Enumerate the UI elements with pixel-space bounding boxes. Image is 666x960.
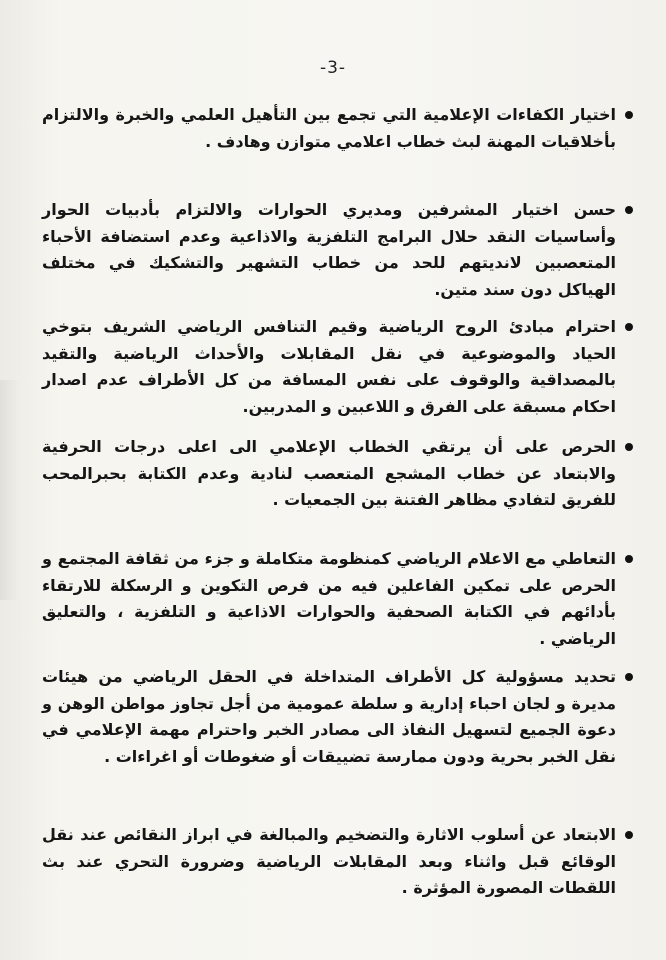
bullet-icon [616,102,642,128]
list-item-text: اختيار الكفاءات الإعلامية التي تجمع بين التأهيل العلمي والخبرة والالتزام بأخلاقيات المهنة لبث خطاب اعلامي متوازن وهادف . [42,105,616,151]
bullet-icon [616,434,642,460]
list-item-text: احترام مبادئ الروح الرياضية وقيم التنافس الرياضي الشريف بتوخي الحياد والموضوعية في نقل المقابلات والأحداث الرياضية والتقيد بالمصداقية والوقوف على نفس المسافة من كل الأطراف عدم اصدار احكام مسبقة على الفرق و اللاعبين و المدربين. [42,317,616,416]
list-item [42,546,642,652]
bullet-icon [616,546,642,572]
page-number: -3- [319,58,347,78]
bullet-icon [616,664,642,690]
list-item-text: تحديد مسؤولية كل الأطراف المتداخلة في الحقل الرياضي من هيئات مديرة و لجان احباء إدارية و سلطة عمومية من أجل تجاوز مواطن الوهن و دعوة الجميع لتسهيل النفاذ الى مصادر الخبر واحترام مهمة الإعلامي في نقل الخبر بحرية ودون ممارسة تضييقات أو ضغوطات أو اغراءات . [42,667,616,766]
list-item [42,664,642,770]
list-item-text: الابتعاد عن أسلوب الاثارة والتضخيم والمبالغة في ابراز النقائص عند نقل الوقائع قبل واثناء وبعد المقابلات الرياضية وضرورة التحري عند بث اللقطات المصورة المؤثرة . [42,825,616,897]
list-item-text: الحرص على أن يرتقي الخطاب الإعلامي الى اعلى درجات الحرفية والابتعاد عن خطاب المشجع المتعصب لنادية وعدم الكتابة بحبرالمحب للفريق لتفادي مظاهر الفتنة بين الجمعيات . [42,437,616,509]
list-item [42,822,642,902]
list-item [42,434,642,514]
bullet-icon [616,314,642,340]
list-item [42,197,642,303]
list-item-text: التعاطي مع الاعلام الرياضي كمنظومة متكاملة و جزء من ثقافة المجتمع و الحرص على تمكين الفاعلين فيه من فرص التكوين و الرسكلة للارتقاء بأدائهم في الكتابة الصحفية والحوارات الاذاعية و التلفزية ، والتعليق الرياضي . [42,549,616,648]
scan-shadow [0,380,20,600]
list-item-text: حسن اختيار المشرفين ومديري الحوارات والالتزام بأدبيات الحوار وأساسيات النقد حلال البرامج التلفزية والاذاعية وعدم استضافة الأحباء المتعصبين لانديتهم للحد من خطاب التشهير والتشكيك في مختلف الهياكل دون سند متين. [42,200,616,299]
list-item [42,102,642,155]
bullet-icon [616,197,642,223]
list-item [42,314,642,420]
bullet-icon [616,822,642,848]
